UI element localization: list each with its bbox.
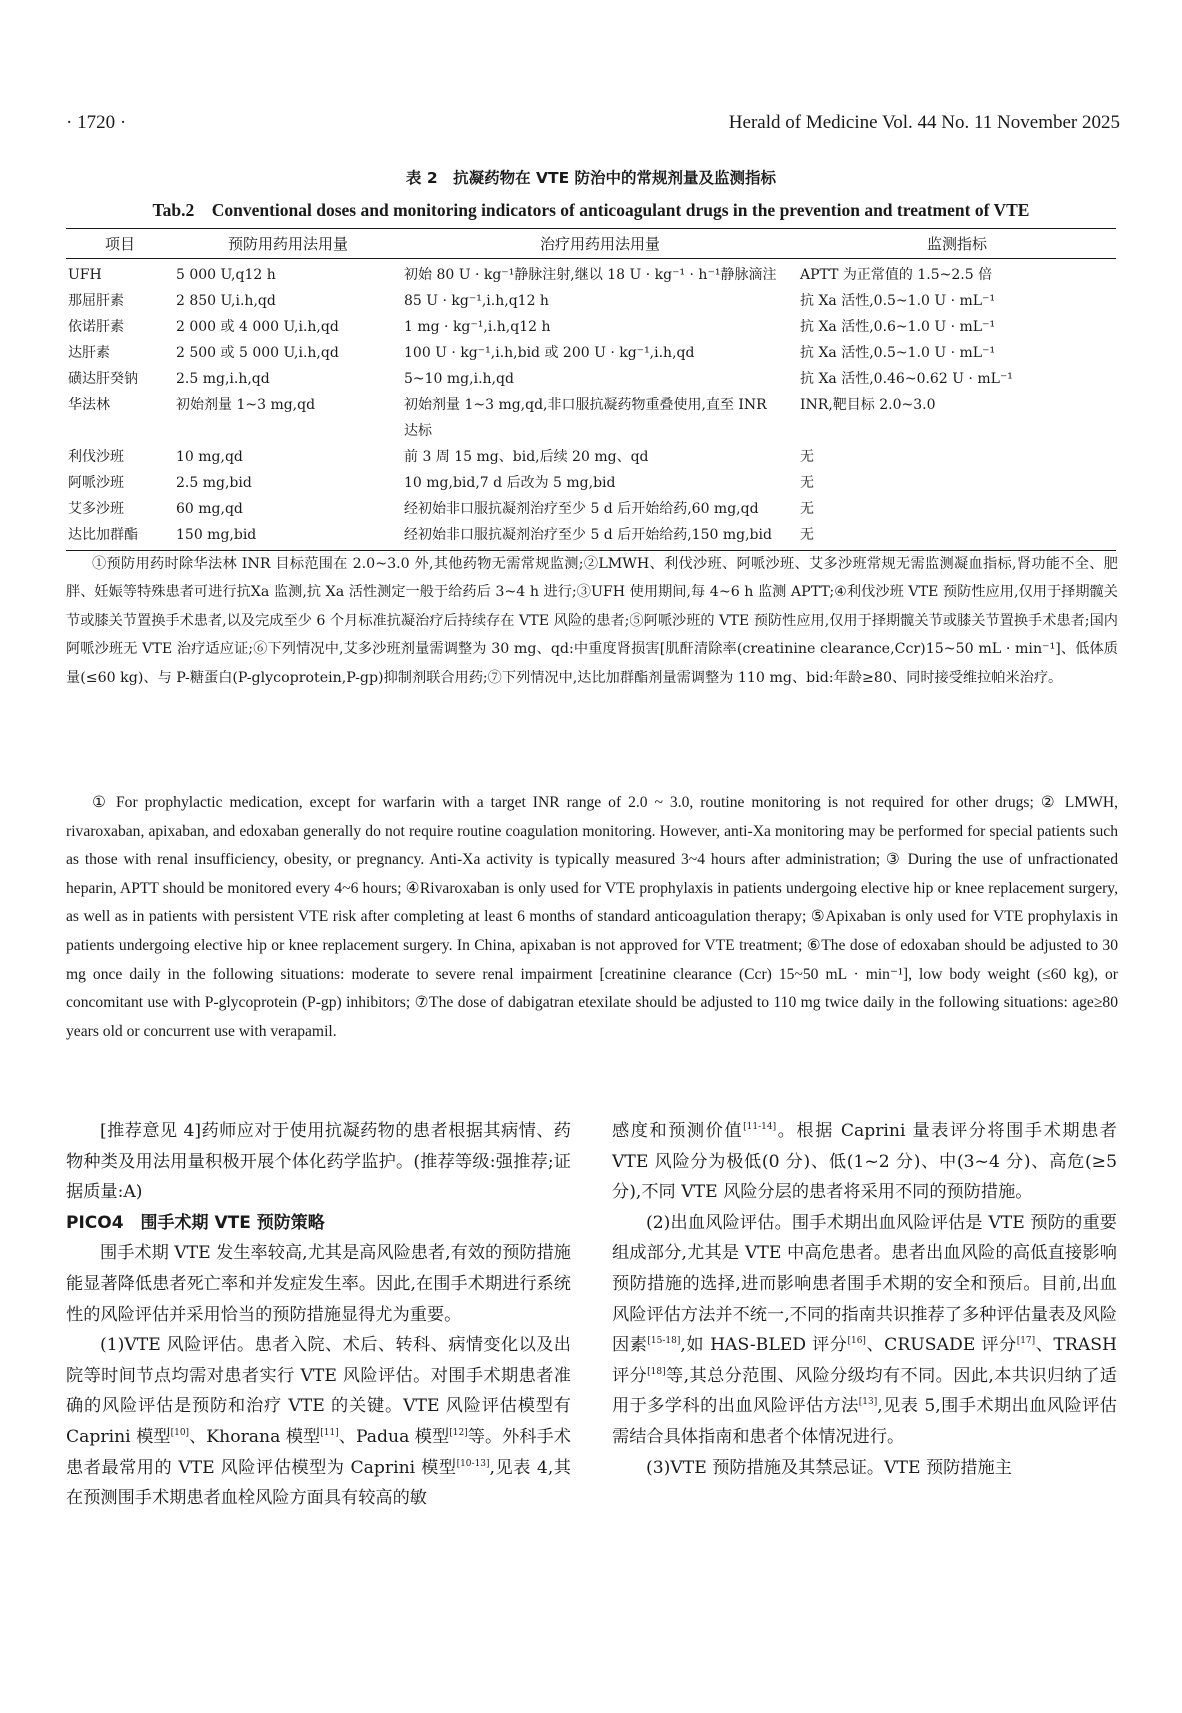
recommendation-4: [推荐意见 4]药师应对于使用抗凝药物的患者根据其病情、药物种类及用法用量积极开展个体化药学监护。(推荐等级:强推荐;证据质量:A) [66,1121,571,1203]
table-header-row [66,229,1116,259]
treatment-dose: 经初始非口服抗凝剂治疗至少 5 d 后开始给药,150 mg,bid [402,522,798,551]
prophylaxis-dose: 初始剂量 1~3 mg,qd [176,397,316,413]
dose-table [66,228,1116,551]
table-caption-cn: 表 2 抗凝药物在 VTE 防治中的常规剂量及监测指标 [405,169,777,187]
treatment-dose: 前 3 周 15 mg、bid,后续 20 mg、qd [404,449,649,465]
citation[interactable]: [16] [847,1336,866,1347]
monitoring-indicator: 无 [800,475,814,491]
page-header [66,112,1120,142]
monitoring-indicator: 无 [800,501,814,517]
monitoring-indicator: 抗 Xa 活性,0.5~1.0 U · mL⁻¹ [800,345,996,361]
table-row [66,366,1116,392]
monitoring-indicator: 无 [800,449,814,465]
paragraph-continued [612,1116,1117,1208]
text-segment: 、Khorana 模型 [189,1426,321,1447]
right-column [612,1116,1117,1483]
citation[interactable]: [18] [647,1366,666,1377]
prophylaxis-dose: 2 850 U,i.h,qd [176,293,276,309]
text-segment: ,见表 5,围手术期出血风险评估需结合具体指南和患者个体情况进行。 [612,1396,1117,1447]
table-row [66,444,1116,470]
prophylaxis-dose: 150 mg,bid [174,522,402,551]
table-row [66,496,1116,522]
header-item: 项目 [66,229,174,259]
monitoring-indicator: 抗 Xa 活性,0.5~1.0 U · mL⁻¹ [800,293,996,309]
drug-name: 艾多沙班 [68,501,124,517]
treatment-dose: 100 U · kg⁻¹,i.h,bid 或 200 U · kg⁻¹,i.h,qd [404,345,695,361]
paragraph-bleeding-risk [612,1208,1117,1453]
table-row [66,392,1116,444]
text-segment: 、Padua 模型 [338,1426,450,1447]
left-column [66,1116,571,1514]
text-segment: 、CRUSADE 评分 [865,1335,1017,1356]
header-treatment: 治疗用药用法用量 [402,229,798,259]
drug-name: 阿哌沙班 [68,475,124,491]
prophylaxis-dose: 60 mg,qd [176,501,243,517]
table-row [66,314,1116,340]
text-segment: 、TRASH 评分 [612,1335,1117,1386]
treatment-dose: 初始剂量 1~3 mg,qd,非口服抗凝药物重叠使用,直至 INR 达标 [404,397,767,439]
text-segment: ,见表 4,其在预测围手术期患者血栓风险方面具有较高的敏 [66,1457,571,1509]
header-prophylaxis: 预防用药用法用量 [174,229,402,259]
paragraph-vte-risk [66,1330,571,1514]
journal-info: Herald of Medicine Vol. 44 No. 11 November 2025 [728,112,1120,133]
table-caption-en: Tab.2 Conventional doses and monitoring indicators of anticoagulant drugs in the prevention and treatment of VTE [152,200,1030,220]
citation[interactable]: [17] [1016,1336,1036,1347]
monitoring-indicator: 抗 Xa 活性,0.46~0.62 U · mL⁻¹ [800,371,1013,387]
citation[interactable]: [10] [170,1427,190,1438]
text-segment: ,如 HAS-BLED 评分 [680,1335,848,1356]
monitoring-indicator: APTT 为正常值的 1.5~2.5 倍 [800,267,993,283]
citation[interactable]: [13] [858,1397,878,1408]
treatment-dose: 初始 80 U · kg⁻¹静脉注射,继以 18 U · kg⁻¹ · h⁻¹静脉滴注 [404,267,777,283]
text-segment: (2)出血风险评估。围手术期出血风险评估是 VTE 预防的重要组成部分,尤其是 VTE 中高危患者。患者出血风险的高低直接影响预防措施的选择,进而影响患者围手术期的安全和预后。目前,出血风险评估方法并不统一,不同的指南共识推荐了多种评估量表及风险因素 [612,1212,1117,1356]
table-row [66,522,1116,551]
treatment-dose: 10 mg,bid,7 d 后改为 5 mg,bid [404,475,616,491]
text-segment: (1)VTE 风险评估。患者入院、术后、转科、病情变化以及出院等时间节点均需对患者实行 VTE 风险评估。对围手术期患者准确的风险评估是预防和治疗 VTE 的关键。VTE 风险评估模型有 Caprini 模型 [66,1335,571,1447]
text-segment: 等,其总分范围、风险分级均有不同。因此,本共识归纳了适用于多学科的出血风险评估方法 [612,1365,1117,1417]
prophylaxis-dose: 2.5 mg,i.h,qd [176,371,270,387]
monitoring-indicator: 抗 Xa 活性,0.6~1.0 U · mL⁻¹ [800,319,996,335]
text-segment: 。根据 Caprini 量表评分将围手术期患者 VTE 风险分为极低(0 分)、低(1~2 分)、中(3~4 分)、高危(≥5 分),不同 VTE 风险分层的患者将采用不同的预防措施。 [612,1121,1117,1203]
citation[interactable]: [11] [320,1427,339,1438]
section-heading-pico4: PICO4 围手术期 VTE 预防策略 [66,1212,325,1233]
drug-name: 依诺肝素 [68,319,124,335]
drug-name: UFH [68,267,102,283]
prophylaxis-dose: 10 mg,qd [176,449,243,465]
citation[interactable]: [15-18] [647,1336,681,1347]
prophylaxis-dose: 2 000 或 4 000 U,i.h,qd [176,319,339,335]
table-notes-en: ① For prophylactic medication, except for warfarin with a target INR range of 2.0 ~ 3.0, routine monitoring is not required for other drugs; ② LMWH, rivaroxaban, apixaban, and edoxaban generally do not require routine coagulation monitoring. However, anti-Xa monitoring may be performed for special patients such as those with renal insufficiency, obesity, or pregnancy. Anti-Xa activity is typically measured 3~4 hours after administration; ③ During the use of unfractionated heparin, APTT should be monitored every 4~6 hours; ④Rivaroxaban is only used for VTE prophylaxis in patients undergoing elective hip or knee replacement surgery, as well as in patients with persistent VTE risk after completing at least 6 months of standard anticoagulation therapy; ⑤Apixaban is only used for VTE prophylaxis in patients undergoing elective hip or knee replacement surgery. In China, apixaban is not approved for VTE treatment; ⑥The dose of edoxaban should be adjusted to 30 mg once daily in the following situations: moderate to severe renal impairment [creatinine clearance (Ccr) 15~50 mL · min⁻¹], low body weight (≤60 kg), or concomitant use with P-glycoprotein (P-gp) inhibitors; ⑦The dose of dabigatran etexilate should be adjusted to 110 mg twice daily in the following situations: age≥80 years old or concurrent use with verapamil. [66,794,1118,1040]
table-row [66,470,1116,496]
monitoring-indicator: 无 [798,522,1116,551]
drug-name: 那屈肝素 [68,293,124,309]
citation[interactable]: [11-14] [743,1122,777,1132]
citation[interactable]: [10-13] [456,1458,490,1469]
table-notes-cn: ①预防用药时除华法林 INR 目标范围在 2.0~3.0 外,其他药物无需常规监测;②LMWH、利伐沙班、阿哌沙班、艾多沙班常规无需监测凝血指标,肾功能不全、肥胖、妊娠等特殊患者可进行抗Ⅹa 监测,抗 Xa 活性测定一般于给药后 3~4 h 进行;③UFH 使用期间,每 4~6 h 监测 APTT;④利伐沙班 VTE 预防性应用,仅用于择期髋关节或膝关节置换手术患者,以及完成至少 6 个月标准抗凝治疗后持续存在 VTE 风险的患者;⑤阿哌沙班的 VTE 预防性应用,仅用于择期髋关节或膝关节置换手术患者;国内阿哌沙班无 VTE 治疗适应证;⑥下列情况中,艾多沙班剂量需调整为 30 mg、qd:中重度肾损害[肌酐清除率(creatinine clearance,Ccr)15~50 mL · min⁻¹]、低体质量(≤60 kg)、与 P-糖蛋白(P-glycoprotein,P-gp)抑制剂联合用药;⑦下列情况中,达比加群酯剂量需调整为 110 mg、bid:年龄≥80、同时接受维拉帕米治疗。 [66,556,1118,686]
monitoring-indicator: INR,靶目标 2.0~3.0 [800,397,936,413]
header-monitoring: 监测指标 [798,229,1116,259]
prophylaxis-dose: 2.5 mg,bid [176,475,252,491]
drug-name: 华法林 [68,397,110,413]
table-row [66,288,1116,314]
prophylaxis-dose: 5 000 U,q12 h [176,267,276,283]
treatment-dose: 5~10 mg,i.h,qd [404,371,514,387]
text-segment: 等。外科手术患者最常用的 VTE 风险评估模型为 Caprini 模型 [66,1426,571,1478]
treatment-dose: 85 U · kg⁻¹,i.h,q12 h [404,293,549,309]
table-row [66,259,1116,289]
paragraph-intro: 围手术期 VTE 发生率较高,尤其是高风险患者,有效的预防措施能显著降低患者死亡率和并发症发生率。因此,在围手术期进行系统性的风险评估并采用恰当的预防措施显得尤为重要。 [66,1243,571,1325]
drug-name: 达比加群酯 [66,522,174,551]
citation[interactable]: [12] [449,1427,468,1438]
drug-name: 达肝素 [68,345,110,361]
table-row [66,340,1116,366]
paragraph-prevention: (3)VTE 预防措施及其禁忌证。VTE 预防措施主 [646,1457,1012,1478]
drug-name: 磺达肝癸钠 [68,371,138,387]
treatment-dose: 1 mg · kg⁻¹,i.h,q12 h [404,319,551,335]
prophylaxis-dose: 2 500 或 5 000 U,i.h,qd [176,345,339,361]
drug-name: 利伐沙班 [68,449,124,465]
page-number: · 1720 · [66,112,127,133]
text-segment: 感度和预测价值 [612,1121,744,1141]
treatment-dose: 经初始非口服抗凝剂治疗至少 5 d 后开始给药,60 mg,qd [404,501,759,517]
